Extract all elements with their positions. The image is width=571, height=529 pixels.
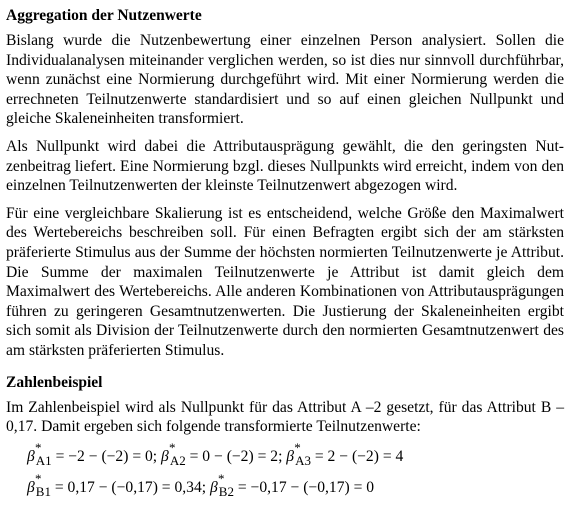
beta-a2: β * $_{A2}$: [161, 439, 186, 468]
beta-b2: β * $_{B2}$: [210, 471, 234, 500]
beta-a1: β * $_{A1}$: [27, 439, 52, 468]
formula-b1-expr: = 0,17 − (−0,17) = 0,34;: [50, 479, 211, 497]
formula-a2-expr: = 0 − (−2) = 2;: [185, 447, 287, 465]
formula-a3-expr: = 2 − (−2) = 4: [310, 447, 404, 465]
paragraph-skalierung: Für eine vergleichbare Skalierung ist es entscheidend, welche Größe den Maximalwert des Wertebereichs beschreiben soll. Für einen Befragten ergibt sich der am stärksten präferierte Stimulus aus der Summe der höchsten normierten Teilnutzenwerte je Attribut. Die Summe der maximalen Teilnutzenwerte je Attribut ist damit gleich dem Maximalwert des Wertebereichs. Alle anderen Kombinationen von Attributausprägungen führen zu geringeren Gesamtnutzenwerten. Die Justierung der Skaleneinheiten ergibt sich somit als Division der Teilnutzenwerte durch den normierten Gesamtnutzenwert des am stärksten präferierten Stimulus.: [6, 204, 564, 359]
formula-a1-expr: = −2 − (−2) = 0;: [51, 447, 162, 465]
formula-line-attribute-a: [27, 439, 564, 471]
formula-line-attribute-b: [27, 471, 564, 502]
paragraph-nullpunkt: Als Nullpunkt wird dabei die Attributausprägung gewählt, die den geringsten Nutzenbeitrag liefert. Eine Normierung bzgl. dieses Nullpunkts wird erreicht, indem von den einzelnen Teilnutzenwerten der kleinste Teilnutzenwert abgezogen wird.: [6, 137, 564, 195]
formula-b2-expr: = −0,17 − (−0,17) = 0: [233, 479, 375, 497]
beta-a3: β * $_{A3}$: [286, 439, 311, 468]
section-heading-aggregation: Aggregation der Nutzenwerte: [6, 7, 202, 24]
paragraph-zahlenbeispiel: Im Zahlenbeispiel wird als Nullpunkt für das Attribut A –2 gesetzt, für das Attribut B – 0,17. Damit ergeben sich folgende transformierte Teilnutzenwerte:: [6, 398, 564, 436]
section-heading-zahlenbeispiel: Zahlenbeispiel: [6, 373, 103, 391]
paragraph-intro: Bislang wurde die Nutzenbewertung einer einzelnen Person analysiert. Sollen die Individualanalysen miteinander verglichen werden, so ist dies nur sinnvoll durchführbar, wenn zunächst eine Normierung durchgeführt wird. Mit einer Normierung werden die errechneten Teilnutzenwerte standardisiert und so auf einen gleichen Nullpunkt und gleiche Skaleneinheiten transformiert.: [6, 32, 564, 128]
beta-b1: β * $_{B1}$: [27, 471, 51, 500]
